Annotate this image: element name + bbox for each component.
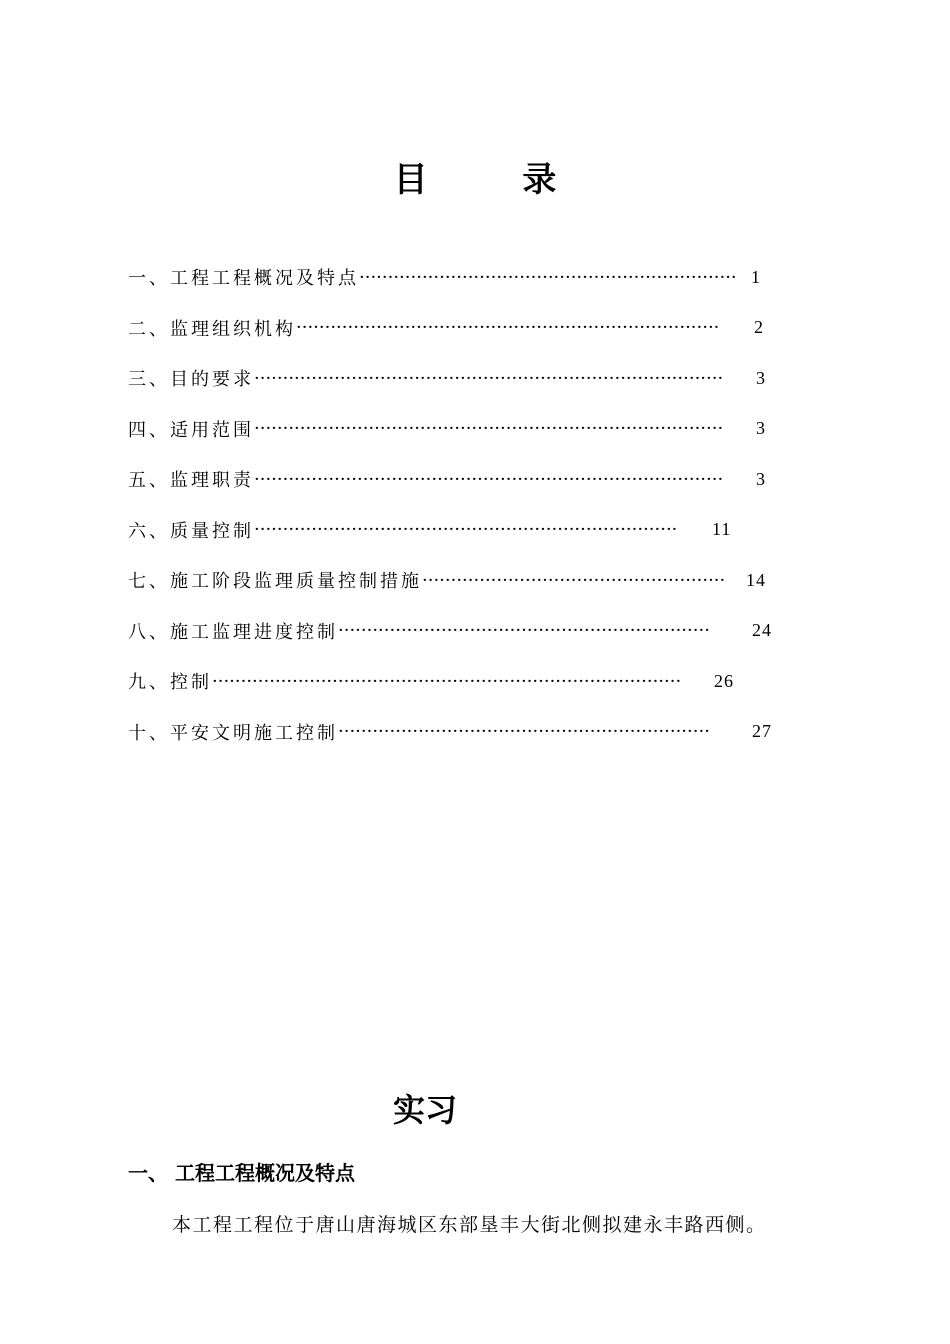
toc-item[interactable] xyxy=(128,353,772,404)
toc-leader-dots: ·················································································· xyxy=(254,367,724,389)
toc-item-label: 一、工程工程概况及特点 xyxy=(128,268,359,290)
toc-item-page: 11 xyxy=(712,519,732,540)
toc-item-label: 五、监理职责 xyxy=(128,470,254,492)
toc-item-label: 七、施工阶段监理质量控制措施 xyxy=(128,571,422,593)
toc-item[interactable] xyxy=(128,707,772,758)
toc-item-page: 24 xyxy=(752,620,772,641)
toc-item-page: 3 xyxy=(756,418,766,439)
toc-leader-dots: ·········································································· xyxy=(254,519,678,541)
toc-item-page: 3 xyxy=(756,468,766,489)
toc-item-page: 3 xyxy=(756,367,766,388)
toc-leader-dots: ·································································· xyxy=(359,266,737,288)
section-heading: 一、 工程工程概况及特点 xyxy=(128,1161,355,1185)
toc-item[interactable] xyxy=(128,505,772,556)
toc-item[interactable] xyxy=(128,454,772,505)
body-paragraph: 本工程工程位于唐山唐海城区东部垦丰大街北侧拟建永丰路西侧。 xyxy=(172,1214,767,1236)
toc-leader-dots: ····················································· xyxy=(422,569,726,591)
toc-item[interactable] xyxy=(128,656,772,707)
toc-item-label: 三、目的要求 xyxy=(128,369,254,391)
toc-item[interactable] xyxy=(128,303,772,354)
toc-item-label: 六、质量控制 xyxy=(128,520,254,542)
toc-item-page: 2 xyxy=(754,317,764,338)
section-title: 实习 xyxy=(392,1091,457,1129)
toc-list xyxy=(128,252,772,757)
toc-item-label: 九、控制 xyxy=(128,672,212,694)
toc-leader-dots: ·········································································· xyxy=(296,317,720,339)
toc-item-page: 26 xyxy=(714,670,734,691)
toc-item-page: 1 xyxy=(751,266,761,287)
toc-leader-dots: ································································· xyxy=(338,620,710,642)
toc-item[interactable] xyxy=(128,606,772,657)
toc-leader-dots: ·················································································· xyxy=(212,670,682,692)
toc-item[interactable] xyxy=(128,555,772,606)
toc-item-label: 二、监理组织机构 xyxy=(128,318,296,340)
toc-title: 目 录 xyxy=(393,160,557,200)
toc-item-page: 14 xyxy=(746,569,766,590)
toc-item-label: 八、施工监理进度控制 xyxy=(128,621,338,643)
toc-item-label: 四、适用范围 xyxy=(128,419,254,441)
toc-item[interactable] xyxy=(128,404,772,455)
toc-item[interactable] xyxy=(128,252,772,303)
toc-leader-dots: ·················································································· xyxy=(254,418,724,440)
toc-item-label: 十、平安文明施工控制 xyxy=(128,722,338,744)
toc-leader-dots: ································································· xyxy=(338,721,710,743)
toc-leader-dots: ·················································································· xyxy=(254,468,724,490)
toc-item-page: 27 xyxy=(752,721,772,742)
